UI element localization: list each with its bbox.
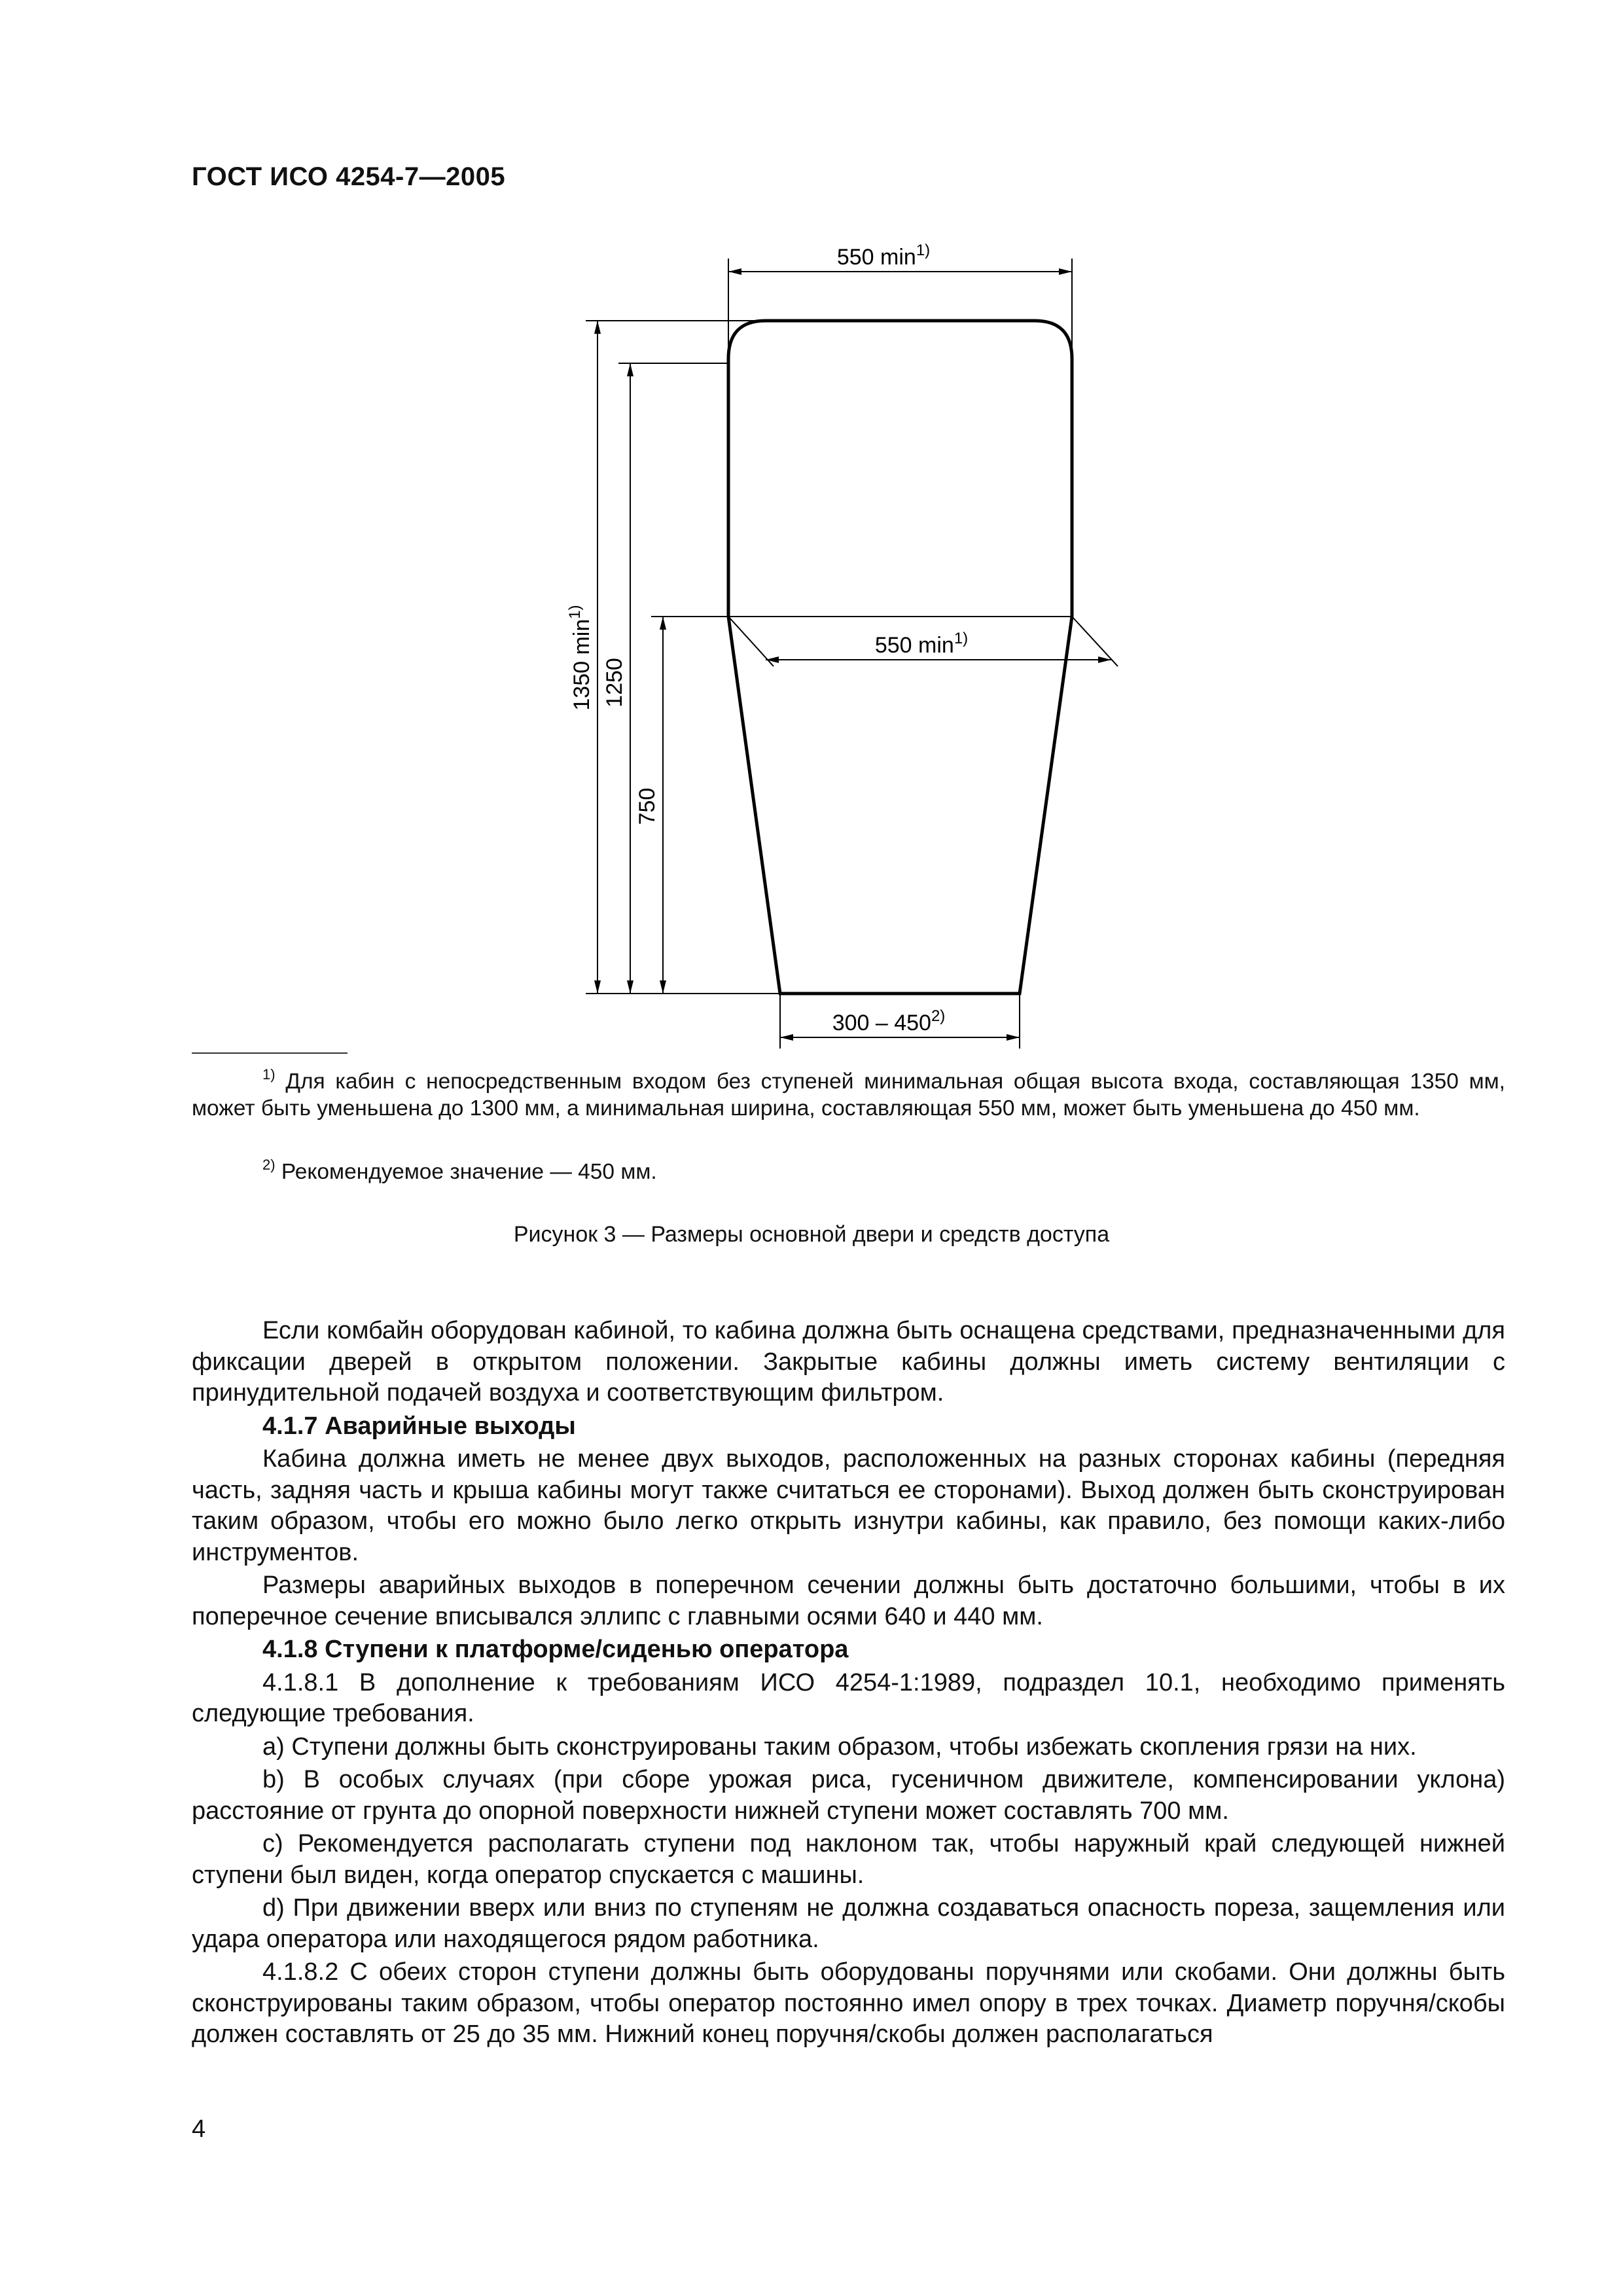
list-item-a: a) Ступени должны быть сконструированы таким образом, чтобы избежать скопления грязи на них. (262, 1732, 1417, 1761)
extension-lines (586, 259, 1118, 1049)
list-item-c: c) Рекомендуется располагать ступени под наклоном так, чтобы наружный край следующей нижней ступени был виден, когда оператор спускается с машины. (192, 1830, 1505, 1889)
dim-height-750-label: 750 (635, 787, 660, 825)
dim-total-height-label: 1350 $\min^{1)}$ (566, 605, 594, 711)
paragraph: 4.1.8.2 С обеих сторон ступени должны быть оборудованы поручнями или скобами. Они должны быть сконструированы таким образом, чтобы оператор постоянно имел опору в трех точках. Диаметр поручня/скобы должен составлять от 25 до 35 мм. Нижний конец поручня/скобы должен располагаться (192, 1958, 1505, 2048)
page-number: 4 (192, 2115, 206, 2143)
footnote-1-mark: 1) (262, 1066, 276, 1083)
footnote-2-mark: 2) (262, 1157, 276, 1173)
footnote-1 (192, 1068, 1505, 1122)
dim-mid-width-label: 550 $\min^{1)}$ (874, 630, 969, 658)
paragraph: Размеры аварийных выходов в поперечном сечении должны быть достаточно большими, чтобы в их поперечное сечение вписывался эллипс с главными осями 640 и 440 мм. (192, 1571, 1505, 1630)
list-item-b: b) В особых случаях (при сборе урожая риса, гусеничном движителе, компенсировании уклона) расстояние от грунта до опорной поверхности нижней ступени может составлять 700 мм. (192, 1766, 1505, 1825)
paragraph: 4.1.8.1 В дополнение к требованиям ИСО 4254-1:1989, подраздел 10.1, необходимо применять следующие требования. (192, 1668, 1505, 1727)
section-heading-4-1-7: 4.1.7 Аварийные выходы (262, 1412, 576, 1440)
dimension-lines (597, 272, 1111, 1037)
door-dimension-figure (0, 0, 1623, 1060)
footnote-1-text: Для кабин с непосредственным входом без ступеней минимальная общая высота входа, составляющая 1350 мм, может быть уменьшена до 1300 мм, а минимальная ширина, составляющая 550 мм, может быть уменьшена до 450 мм. (192, 1069, 1505, 1121)
footnote-rule (192, 1052, 348, 1054)
list-item-d: d) При движении вверх или вниз по ступеням не должна создаваться опасность пореза, защемления или удара оператора или находящегося рядом работника. (192, 1894, 1505, 1953)
document-header: ГОСТ ИСО 4254-7—2005 (192, 162, 506, 191)
figure-caption: Рисунок 3 — Размеры основной двери и средств доступа (513, 1222, 1110, 1247)
dim-top-width-label: 550 $\min^{1)}$ (836, 242, 931, 270)
body-text (192, 1316, 1505, 2053)
dim-height-1250-label: 1250 (602, 658, 627, 708)
footnote-2-text: Рекомендуемое значение — 450 мм. (281, 1160, 657, 1184)
dim-bottom-width-label: 300 – 450$^{2)}$ (832, 1007, 946, 1035)
section-heading-4-1-8: 4.1.8 Ступени к платформе/сиденью оператора (262, 1636, 849, 1663)
paragraph: Кабина должна иметь не менее двух выходов, расположенных на разных сторонах кабины (передняя часть, задняя часть и крыша кабины могут также считаться ее сторонами). Выход должен быть сконструирован таким образом, чтобы его можно было легко открыть изнутри кабины, как правило, без помощи каких-либо инструментов. (192, 1445, 1505, 1566)
paragraph: Если комбайн оборудован кабиной, то кабина должна быть оснащена средствами, предназначенными для фиксации дверей в открытом положении. Закрытые кабины должны иметь систему вентиляции с принудительной подачей воздуха и соответствующим фильтром. (192, 1317, 1505, 1407)
footnote-2 (192, 1158, 1505, 1185)
